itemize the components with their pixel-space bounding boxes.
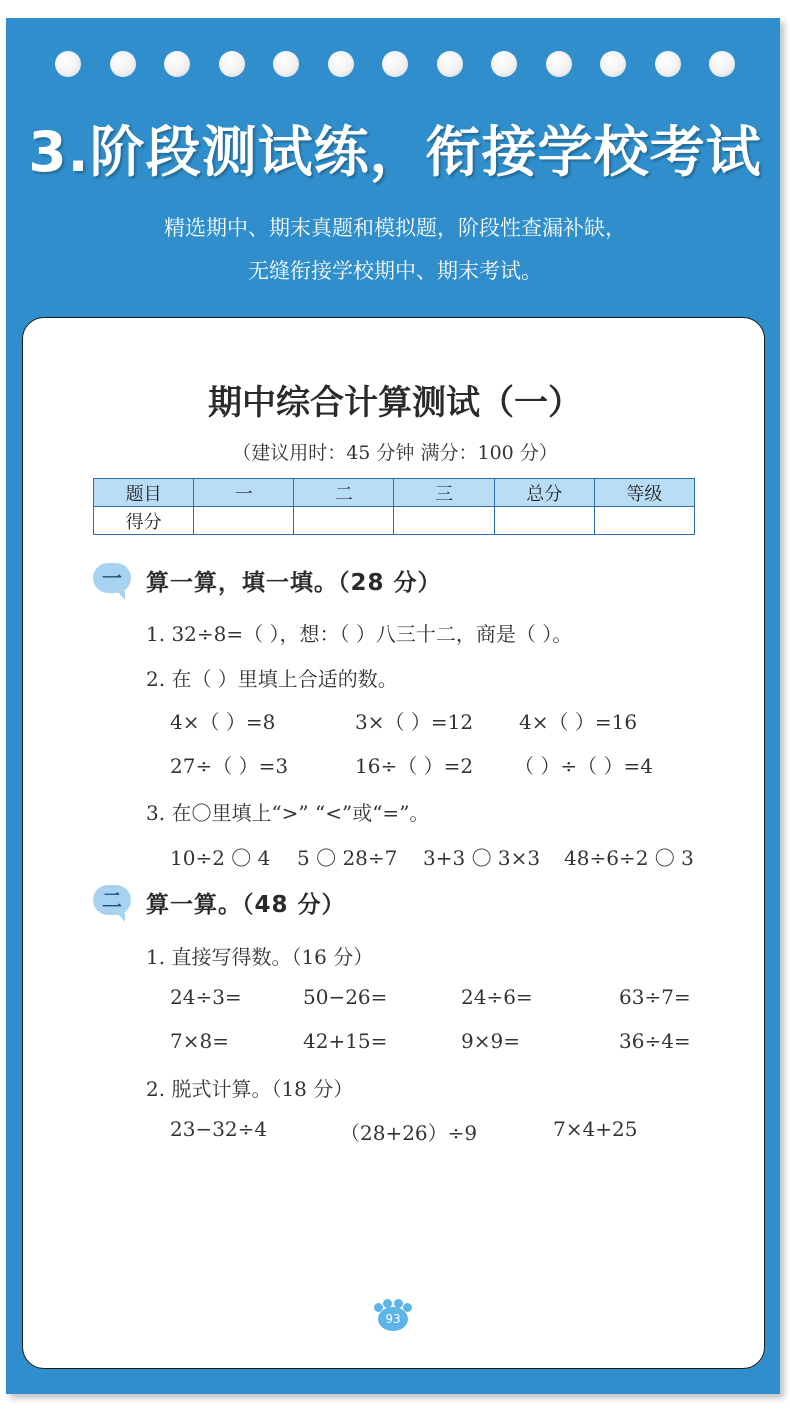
banner-description-line-1: 精选期中、期末真题和模拟题，阶段性查漏补缺， xyxy=(164,216,626,240)
score-cell xyxy=(594,507,694,535)
mental-math-item: 9×9= xyxy=(461,1029,520,1053)
fill-blank-item: 4×（ ）=8 xyxy=(170,710,276,734)
fill-blank-item: 16÷（ ）=2 xyxy=(355,754,474,778)
fill-blank-item: （ ）÷（ ）=4 xyxy=(514,754,653,778)
fill-blank-item: 3×（ ）=12 xyxy=(355,710,474,734)
score-cell xyxy=(194,507,294,535)
score-table xyxy=(93,478,695,535)
score-table-header: 一 xyxy=(194,479,294,507)
section-2-badge: 二 xyxy=(93,885,131,915)
score-table-header-row xyxy=(94,479,695,507)
worksheet-title: 期中综合计算测试（一） xyxy=(208,383,582,423)
binder-hole xyxy=(491,51,517,77)
question-1-3: 3. 在〇里填上“>” “<”或“=”。 xyxy=(146,801,430,825)
step-calc-item: 23−32÷4 xyxy=(170,1117,268,1141)
paw-print-icon xyxy=(372,1299,414,1333)
binder-hole xyxy=(110,51,136,77)
mental-math-item: 24÷3= xyxy=(170,985,242,1009)
step-calc-item: 7×4+25 xyxy=(553,1117,638,1141)
binder-hole xyxy=(600,51,626,77)
step-calc-item: （28+26）÷9 xyxy=(340,1121,478,1145)
page-number: 93 xyxy=(378,1307,408,1331)
score-table-header: 题目 xyxy=(94,479,194,507)
question-2-1: 1. 直接写得数。（16 分） xyxy=(146,945,374,969)
banner-description-line-2: 无缝衔接学校期中、期末考试。 xyxy=(248,259,542,283)
binder-hole xyxy=(546,51,572,77)
binder-hole xyxy=(164,51,190,77)
score-table-header: 三 xyxy=(394,479,494,507)
compare-item: 48÷6÷2 〇 3 xyxy=(564,846,694,870)
worksheet-time-note: （建议用时：45 分钟 满分：100 分） xyxy=(232,442,558,464)
score-table-header: 二 xyxy=(294,479,394,507)
score-row-label: 得分 xyxy=(94,507,194,535)
compare-item: 10÷2 〇 4 xyxy=(170,846,271,870)
binder-hole xyxy=(273,51,299,77)
mental-math-item: 24÷6= xyxy=(461,985,533,1009)
binder-hole xyxy=(655,51,681,77)
mental-math-item: 42+15= xyxy=(303,1029,388,1053)
score-cell xyxy=(494,507,594,535)
compare-item: 5 〇 28÷7 xyxy=(297,846,398,870)
banner-headline: 3.阶段测试练，衔接学校考试 xyxy=(28,120,762,184)
binder-hole xyxy=(709,51,735,77)
section-2-title: 算一算。（48 分） xyxy=(146,892,346,918)
question-2-2: 2. 脱式计算。（18 分） xyxy=(146,1077,354,1101)
binder-hole xyxy=(437,51,463,77)
question-1-1: 1. 32÷8=（ ），想：（ ）八三十二，商是（ ）。 xyxy=(146,622,573,646)
mental-math-item: 7×8= xyxy=(170,1029,229,1053)
question-1-2: 2. 在（ ）里填上合适的数。 xyxy=(146,667,398,691)
binder-hole xyxy=(219,51,245,77)
score-table-header: 总分 xyxy=(494,479,594,507)
score-cell xyxy=(294,507,394,535)
fill-blank-item: 4×（ ）=16 xyxy=(519,710,638,734)
score-cell xyxy=(394,507,494,535)
score-table-row xyxy=(94,507,695,535)
section-1-badge: 一 xyxy=(93,563,131,593)
mental-math-item: 36÷4= xyxy=(619,1029,691,1053)
binder-hole xyxy=(55,51,81,77)
section-1-title: 算一算，填一填。（28 分） xyxy=(146,570,442,596)
binder-hole xyxy=(382,51,408,77)
mental-math-item: 50−26= xyxy=(303,985,388,1009)
mental-math-item: 63÷7= xyxy=(619,985,691,1009)
compare-item: 3+3 〇 3×3 xyxy=(423,846,541,870)
fill-blank-item: 27÷（ ）=3 xyxy=(170,754,289,778)
binder-hole xyxy=(328,51,354,77)
score-table-header: 等级 xyxy=(594,479,694,507)
